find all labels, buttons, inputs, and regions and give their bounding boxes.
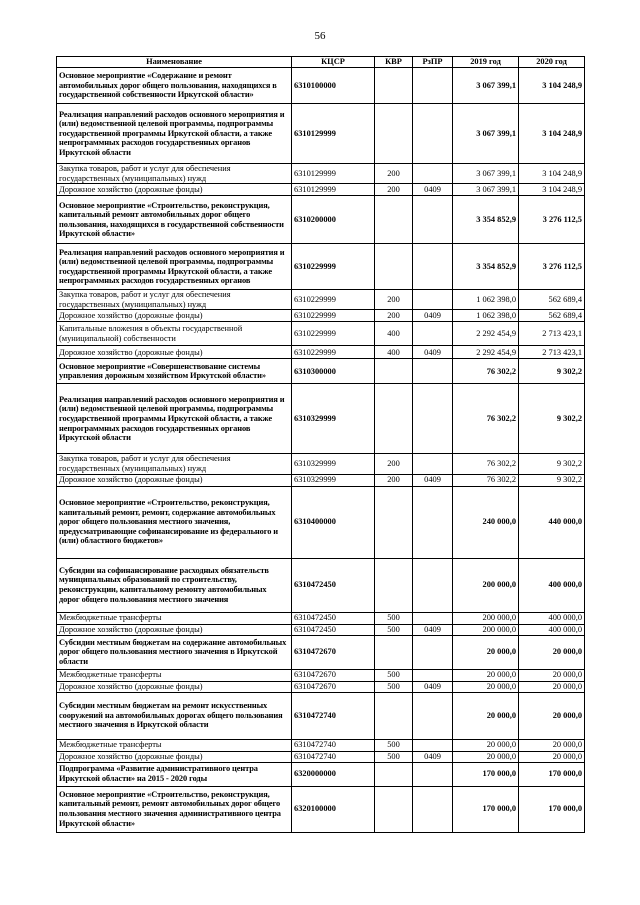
cell-kcsr: 6310472450 bbox=[292, 624, 375, 635]
cell-rzpr bbox=[413, 244, 453, 290]
table-body bbox=[57, 68, 585, 833]
cell-kcsr: 6310472740 bbox=[292, 739, 375, 751]
cell-y2019: 76 302,2 bbox=[453, 384, 519, 454]
header-2019: 2019 год bbox=[453, 57, 519, 68]
cell-rzpr bbox=[413, 669, 453, 681]
table-row bbox=[57, 762, 585, 786]
cell-rzpr bbox=[413, 68, 453, 104]
table-row bbox=[57, 454, 585, 474]
cell-name: Основное мероприятие «Содержание и ремонт автомобильных дорог общего пользования, находящихся в государственной собственности Иркутской области» bbox=[57, 68, 292, 104]
table-row bbox=[57, 692, 585, 739]
cell-kvr bbox=[375, 692, 413, 739]
cell-y2019: 20 000,0 bbox=[453, 669, 519, 681]
table-row bbox=[57, 104, 585, 164]
cell-y2020: 20 000,0 bbox=[519, 692, 585, 739]
cell-kcsr: 6310472450 bbox=[292, 558, 375, 612]
cell-name: Закупка товаров, работ и услуг для обеспечения государственных (муниципальных) нужд bbox=[57, 164, 292, 184]
cell-kcsr: 6310472450 bbox=[292, 612, 375, 624]
cell-rzpr: 0409 bbox=[413, 310, 453, 322]
cell-name: Межбюджетные трансферты bbox=[57, 669, 292, 681]
cell-name: Подпрограмма «Развитие административного центра Иркутской области» на 2015 - 2020 годы bbox=[57, 762, 292, 786]
cell-kcsr: 6310329999 bbox=[292, 454, 375, 474]
cell-name: Дорожное хозяйство (дорожные фонды) bbox=[57, 346, 292, 359]
cell-name: Реализация направлений расходов основного мероприятия и (или) ведомственной целевой программы, подпрограммы государственной программы Иркутской области, а также непрограммных расходов государственных органов Иркутской области bbox=[57, 384, 292, 454]
cell-kvr: 500 bbox=[375, 624, 413, 635]
cell-kcsr: 6310129999 bbox=[292, 184, 375, 196]
table-row bbox=[57, 558, 585, 612]
cell-kcsr: 6310229999 bbox=[292, 322, 375, 346]
table-row bbox=[57, 184, 585, 196]
cell-kvr: 400 bbox=[375, 346, 413, 359]
cell-name: Основное мероприятие «Строительство, реконструкция, капитальный ремонт автомобильных дорог общего пользования, находящихся в государственной собственности Иркутской области» bbox=[57, 196, 292, 244]
cell-y2019: 20 000,0 bbox=[453, 739, 519, 751]
cell-rzpr: 0409 bbox=[413, 681, 453, 692]
cell-y2020: 20 000,0 bbox=[519, 751, 585, 762]
page-number: 56 bbox=[314, 30, 326, 42]
cell-y2020: 3 104 248,9 bbox=[519, 68, 585, 104]
cell-y2020: 3 104 248,9 bbox=[519, 184, 585, 196]
cell-kcsr: 6310472670 bbox=[292, 669, 375, 681]
cell-name: Дорожное хозяйство (дорожные фонды) bbox=[57, 474, 292, 486]
cell-y2019: 1 062 398,0 bbox=[453, 310, 519, 322]
cell-name: Субсидии местным бюджетам на ремонт искусственных сооружений на автомобильных дорогах общего пользования местного значения в Иркутской области bbox=[57, 692, 292, 739]
cell-y2019: 240 000,0 bbox=[453, 486, 519, 558]
cell-kvr bbox=[375, 558, 413, 612]
cell-name: Реализация направлений расходов основного мероприятия и (или) ведомственной целевой программы, подпрограммы государственной программы Иркутской области, а также непрограммных расходов государственных органов Иркутской области bbox=[57, 104, 292, 164]
cell-kvr bbox=[375, 635, 413, 669]
cell-name: Дорожное хозяйство (дорожные фонды) bbox=[57, 681, 292, 692]
cell-y2020: 20 000,0 bbox=[519, 669, 585, 681]
cell-kcsr: 6320000000 bbox=[292, 762, 375, 786]
cell-y2020: 2 713 423,1 bbox=[519, 346, 585, 359]
cell-y2020: 3 104 248,9 bbox=[519, 164, 585, 184]
cell-rzpr bbox=[413, 486, 453, 558]
cell-name: Основное мероприятие «Совершенствование системы управления дорожным хозяйством Иркутской области» bbox=[57, 359, 292, 384]
cell-kvr bbox=[375, 196, 413, 244]
cell-y2019: 20 000,0 bbox=[453, 681, 519, 692]
cell-y2020: 562 689,4 bbox=[519, 310, 585, 322]
cell-kcsr: 6310200000 bbox=[292, 196, 375, 244]
cell-y2020: 9 302,2 bbox=[519, 384, 585, 454]
cell-kvr: 500 bbox=[375, 681, 413, 692]
cell-y2019: 3 067 399,1 bbox=[453, 164, 519, 184]
cell-kvr bbox=[375, 384, 413, 454]
cell-y2019: 200 000,0 bbox=[453, 558, 519, 612]
cell-y2019: 1 062 398,0 bbox=[453, 290, 519, 310]
cell-kcsr: 6310229999 bbox=[292, 346, 375, 359]
cell-y2019: 76 302,2 bbox=[453, 359, 519, 384]
cell-rzpr bbox=[413, 612, 453, 624]
cell-name: Дорожное хозяйство (дорожные фонды) bbox=[57, 310, 292, 322]
budget-table bbox=[56, 56, 585, 833]
table-row bbox=[57, 739, 585, 751]
cell-rzpr bbox=[413, 290, 453, 310]
cell-kcsr: 6310400000 bbox=[292, 486, 375, 558]
cell-y2020: 400 000,0 bbox=[519, 558, 585, 612]
cell-name: Дорожное хозяйство (дорожные фонды) bbox=[57, 751, 292, 762]
cell-y2020: 3 104 248,9 bbox=[519, 104, 585, 164]
cell-y2019: 170 000,0 bbox=[453, 762, 519, 786]
cell-rzpr bbox=[413, 322, 453, 346]
cell-kvr: 400 bbox=[375, 322, 413, 346]
cell-y2020: 170 000,0 bbox=[519, 762, 585, 786]
cell-name: Капитальные вложения в объекты государственной (муниципальной) собственности bbox=[57, 322, 292, 346]
header-kvr: КВР bbox=[375, 57, 413, 68]
cell-kcsr: 6310329999 bbox=[292, 384, 375, 454]
cell-rzpr bbox=[413, 739, 453, 751]
cell-kvr: 200 bbox=[375, 310, 413, 322]
cell-y2020: 20 000,0 bbox=[519, 739, 585, 751]
cell-rzpr bbox=[413, 164, 453, 184]
cell-name: Субсидии местным бюджетам на содержание автомобильных дорог общего пользования местного значения в Иркутской области bbox=[57, 635, 292, 669]
header-2020: 2020 год bbox=[519, 57, 585, 68]
table-header-row bbox=[57, 57, 585, 68]
cell-y2020: 20 000,0 bbox=[519, 681, 585, 692]
cell-kvr bbox=[375, 104, 413, 164]
cell-rzpr: 0409 bbox=[413, 184, 453, 196]
cell-kcsr: 6320100000 bbox=[292, 786, 375, 832]
table-row bbox=[57, 68, 585, 104]
table-row bbox=[57, 196, 585, 244]
cell-rzpr bbox=[413, 692, 453, 739]
cell-name: Дорожное хозяйство (дорожные фонды) bbox=[57, 184, 292, 196]
cell-y2019: 2 292 454,9 bbox=[453, 322, 519, 346]
table-row bbox=[57, 290, 585, 310]
cell-kvr bbox=[375, 762, 413, 786]
cell-kcsr: 6310129999 bbox=[292, 104, 375, 164]
cell-y2020: 9 302,2 bbox=[519, 359, 585, 384]
cell-name: Закупка товаров, работ и услуг для обеспечения государственных (муниципальных) нужд bbox=[57, 454, 292, 474]
cell-y2019: 3 067 399,1 bbox=[453, 184, 519, 196]
cell-kvr: 200 bbox=[375, 184, 413, 196]
cell-kcsr: 6310229999 bbox=[292, 244, 375, 290]
cell-y2019: 20 000,0 bbox=[453, 692, 519, 739]
cell-kvr: 500 bbox=[375, 612, 413, 624]
cell-kcsr: 6310472740 bbox=[292, 692, 375, 739]
cell-y2019: 2 292 454,9 bbox=[453, 346, 519, 359]
cell-y2019: 3 354 852,9 bbox=[453, 244, 519, 290]
table-row bbox=[57, 474, 585, 486]
cell-rzpr bbox=[413, 786, 453, 832]
cell-rzpr bbox=[413, 762, 453, 786]
cell-rzpr bbox=[413, 635, 453, 669]
cell-kvr: 500 bbox=[375, 739, 413, 751]
cell-name: Межбюджетные трансферты bbox=[57, 612, 292, 624]
cell-y2020: 400 000,0 bbox=[519, 612, 585, 624]
cell-y2019: 76 302,2 bbox=[453, 454, 519, 474]
cell-name: Закупка товаров, работ и услуг для обеспечения государственных (муниципальных) нужд bbox=[57, 290, 292, 310]
cell-rzpr bbox=[413, 454, 453, 474]
cell-kcsr: 6310229999 bbox=[292, 290, 375, 310]
header-kcsr: КЦСР bbox=[292, 57, 375, 68]
cell-name: Основное мероприятие «Строительство, реконструкция, капитальный ремонт, ремонт автомобильных дорог общего пользования местного значения административного центра Иркутской области» bbox=[57, 786, 292, 832]
cell-kvr bbox=[375, 244, 413, 290]
cell-rzpr bbox=[413, 384, 453, 454]
cell-kvr bbox=[375, 486, 413, 558]
cell-y2019: 76 302,2 bbox=[453, 474, 519, 486]
cell-y2019: 3 067 399,1 bbox=[453, 104, 519, 164]
cell-y2019: 170 000,0 bbox=[453, 786, 519, 832]
cell-rzpr bbox=[413, 104, 453, 164]
cell-rzpr: 0409 bbox=[413, 346, 453, 359]
cell-y2020: 562 689,4 bbox=[519, 290, 585, 310]
cell-name: Субсидии на софинансирование расходных обязательств муниципальных образований по строительству, реконструкции, капитальному ремонту автомобильных дорог общего пользования местного значения bbox=[57, 558, 292, 612]
cell-y2020: 3 276 112,5 bbox=[519, 244, 585, 290]
cell-rzpr bbox=[413, 558, 453, 612]
cell-kvr: 500 bbox=[375, 751, 413, 762]
cell-y2020: 20 000,0 bbox=[519, 635, 585, 669]
table-row bbox=[57, 384, 585, 454]
table-row bbox=[57, 786, 585, 832]
cell-kcsr: 6310300000 bbox=[292, 359, 375, 384]
cell-kcsr: 6310100000 bbox=[292, 68, 375, 104]
cell-name: Дорожное хозяйство (дорожные фонды) bbox=[57, 624, 292, 635]
table-row bbox=[57, 635, 585, 669]
cell-rzpr: 0409 bbox=[413, 751, 453, 762]
table-row bbox=[57, 624, 585, 635]
cell-y2019: 3 067 399,1 bbox=[453, 68, 519, 104]
cell-kvr: 200 bbox=[375, 474, 413, 486]
cell-kvr: 200 bbox=[375, 164, 413, 184]
cell-y2019: 3 354 852,9 bbox=[453, 196, 519, 244]
cell-kcsr: 6310472670 bbox=[292, 635, 375, 669]
cell-rzpr bbox=[413, 196, 453, 244]
cell-kcsr: 6310129999 bbox=[292, 164, 375, 184]
cell-kcsr: 6310329999 bbox=[292, 474, 375, 486]
table-row bbox=[57, 359, 585, 384]
cell-kvr bbox=[375, 786, 413, 832]
cell-rzpr bbox=[413, 359, 453, 384]
table-row bbox=[57, 346, 585, 359]
cell-rzpr: 0409 bbox=[413, 624, 453, 635]
cell-y2019: 200 000,0 bbox=[453, 624, 519, 635]
cell-y2020: 3 276 112,5 bbox=[519, 196, 585, 244]
cell-kvr bbox=[375, 359, 413, 384]
table-row bbox=[57, 751, 585, 762]
table-row bbox=[57, 164, 585, 184]
cell-y2020: 2 713 423,1 bbox=[519, 322, 585, 346]
header-name: Наименование bbox=[57, 57, 292, 68]
table-row bbox=[57, 669, 585, 681]
table-row bbox=[57, 322, 585, 346]
cell-rzpr: 0409 bbox=[413, 474, 453, 486]
table-row bbox=[57, 681, 585, 692]
table-row bbox=[57, 310, 585, 322]
cell-kcsr: 6310229999 bbox=[292, 310, 375, 322]
cell-y2020: 9 302,2 bbox=[519, 454, 585, 474]
cell-y2019: 20 000,0 bbox=[453, 635, 519, 669]
cell-y2020: 440 000,0 bbox=[519, 486, 585, 558]
table-row bbox=[57, 486, 585, 558]
cell-kvr: 200 bbox=[375, 290, 413, 310]
cell-kvr bbox=[375, 68, 413, 104]
cell-y2020: 400 000,0 bbox=[519, 624, 585, 635]
table-row bbox=[57, 244, 585, 290]
table-row bbox=[57, 612, 585, 624]
cell-y2019: 20 000,0 bbox=[453, 751, 519, 762]
cell-kvr: 200 bbox=[375, 454, 413, 474]
cell-kvr: 500 bbox=[375, 669, 413, 681]
cell-kcsr: 6310472670 bbox=[292, 681, 375, 692]
cell-y2019: 200 000,0 bbox=[453, 612, 519, 624]
cell-kcsr: 6310472740 bbox=[292, 751, 375, 762]
cell-name: Межбюджетные трансферты bbox=[57, 739, 292, 751]
cell-name: Основное мероприятие «Строительство, реконструкция, капитальный ремонт, ремонт, содержание автомобильных дорог общего пользования местного значения, предусматривающие софинансирование из федерального и (или) областного бюджетов» bbox=[57, 486, 292, 558]
header-rzpr: РзПР bbox=[413, 57, 453, 68]
cell-y2020: 170 000,0 bbox=[519, 786, 585, 832]
cell-name: Реализация направлений расходов основного мероприятия и (или) ведомственной целевой программы, подпрограммы государственной программы Иркутской области, а также непрограммных расходов государственных органов bbox=[57, 244, 292, 290]
cell-y2020: 9 302,2 bbox=[519, 474, 585, 486]
